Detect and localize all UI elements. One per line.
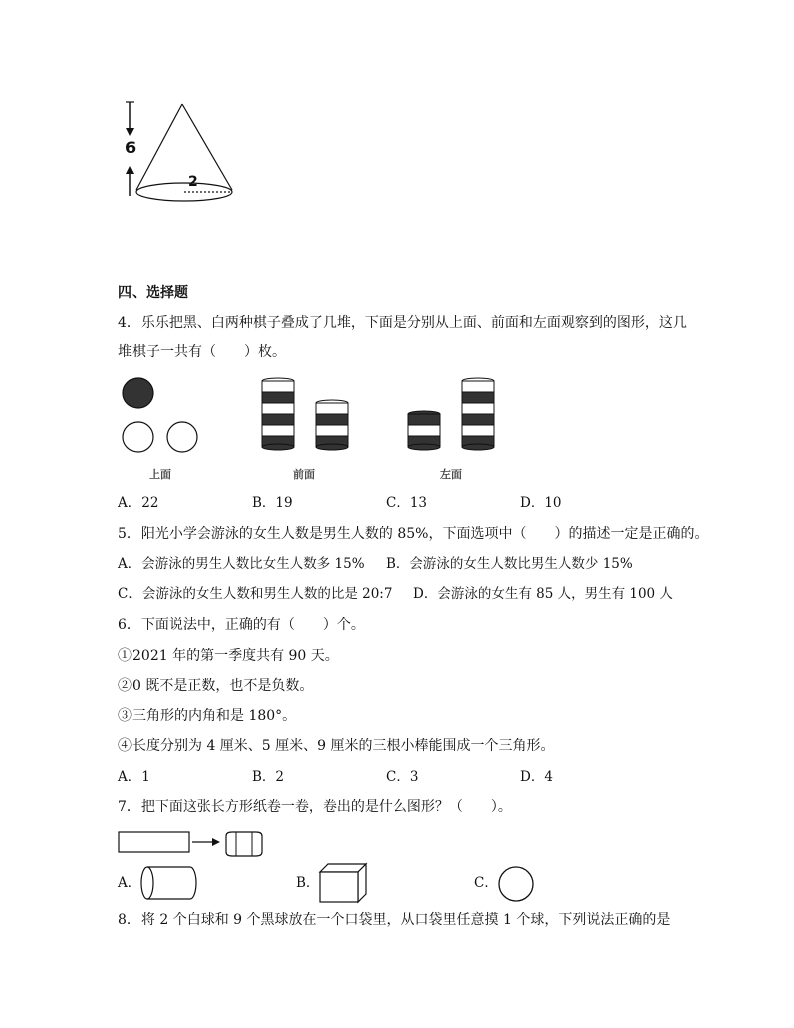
rectangle-paper: [119, 832, 189, 852]
q6-option-b[interactable]: B．2: [252, 769, 285, 785]
q4-option-d[interactable]: D．10: [520, 495, 562, 511]
rolled-paper: [226, 832, 262, 856]
left-view-diagram: [408, 378, 494, 450]
q4-option-a[interactable]: A．22: [118, 495, 159, 511]
q6-statement-3: ③三角形的内角和是 180°。: [118, 708, 297, 724]
q5-option-a[interactable]: A．会游泳的男生人数比女生人数多 15%: [118, 556, 365, 572]
q6-option-a[interactable]: A．1: [118, 769, 150, 785]
q4-option-b[interactable]: B．19: [252, 495, 293, 511]
q6-statement-2: ②0 既不是正数，也不是负数。: [118, 678, 314, 694]
q7-stem: 7．把下面这张长方形纸卷一卷，卷出的是什么图形？（ ）。: [118, 799, 512, 815]
q6-option-d[interactable]: D．4: [520, 769, 553, 785]
height-label: 6: [125, 138, 137, 157]
q4-stem-line2: 堆棋子一共有（ ）枚。: [118, 344, 286, 360]
circle-icon: [496, 864, 536, 904]
q7-option-a[interactable]: A．: [118, 875, 142, 891]
q6-statement-1: ①2021 年的第一季度共有 90 天。: [118, 648, 339, 664]
q5-option-d[interactable]: D．会游泳的女生有 85 人，男生有 100 人: [413, 586, 673, 602]
left-view-caption: 左面: [440, 468, 462, 481]
front-view-diagram: [262, 378, 348, 450]
section-heading: 四、选择题: [118, 285, 188, 301]
q4-option-c[interactable]: C．13: [386, 495, 428, 511]
q7-option-c[interactable]: C．: [474, 875, 498, 891]
top-view-diagram: [123, 378, 197, 452]
q7-option-b[interactable]: B．: [296, 875, 320, 891]
q5-stem: 5．阳光小学会游泳的女生人数是男生人数的 85%，下面选项中（ ）的描述一定是正确的。: [118, 526, 709, 542]
q5-option-c[interactable]: C．会游泳的女生人数和男生人数的比是 20:7: [118, 586, 393, 602]
q8-stem: 8．将 2 个白球和 9 个黑球放在一个口袋里，从口袋里任意摸 1 个球，下列说法正确的是: [118, 912, 671, 928]
q7-paper-roll-figure: [118, 828, 268, 860]
cylinder-icon: [138, 865, 200, 901]
radius-label: 2: [188, 174, 198, 190]
q4-figures: [118, 375, 518, 481]
q6-option-c[interactable]: C．3: [386, 769, 419, 785]
cube-icon: [318, 862, 370, 904]
cone-figure: [118, 98, 248, 208]
front-view-caption: 前面: [293, 468, 315, 481]
q5-option-b[interactable]: B．会游泳的女生人数比男生人数少 15%: [386, 556, 633, 572]
q4-stem-line1: 4．乐乐把黑、白两种棋子叠成了几堆，下面是分别从上面、前面和左面观察到的图形，这几: [118, 315, 687, 331]
arrow-right-icon: [212, 838, 220, 846]
top-view-caption: 上面: [149, 468, 171, 481]
q6-statement-4: ④长度分别为 4 厘米、5 厘米、9 厘米的三根小棒能围成一个三角形。: [118, 738, 555, 754]
q6-stem: 6．下面说法中，正确的有（ ）个。: [118, 617, 365, 633]
